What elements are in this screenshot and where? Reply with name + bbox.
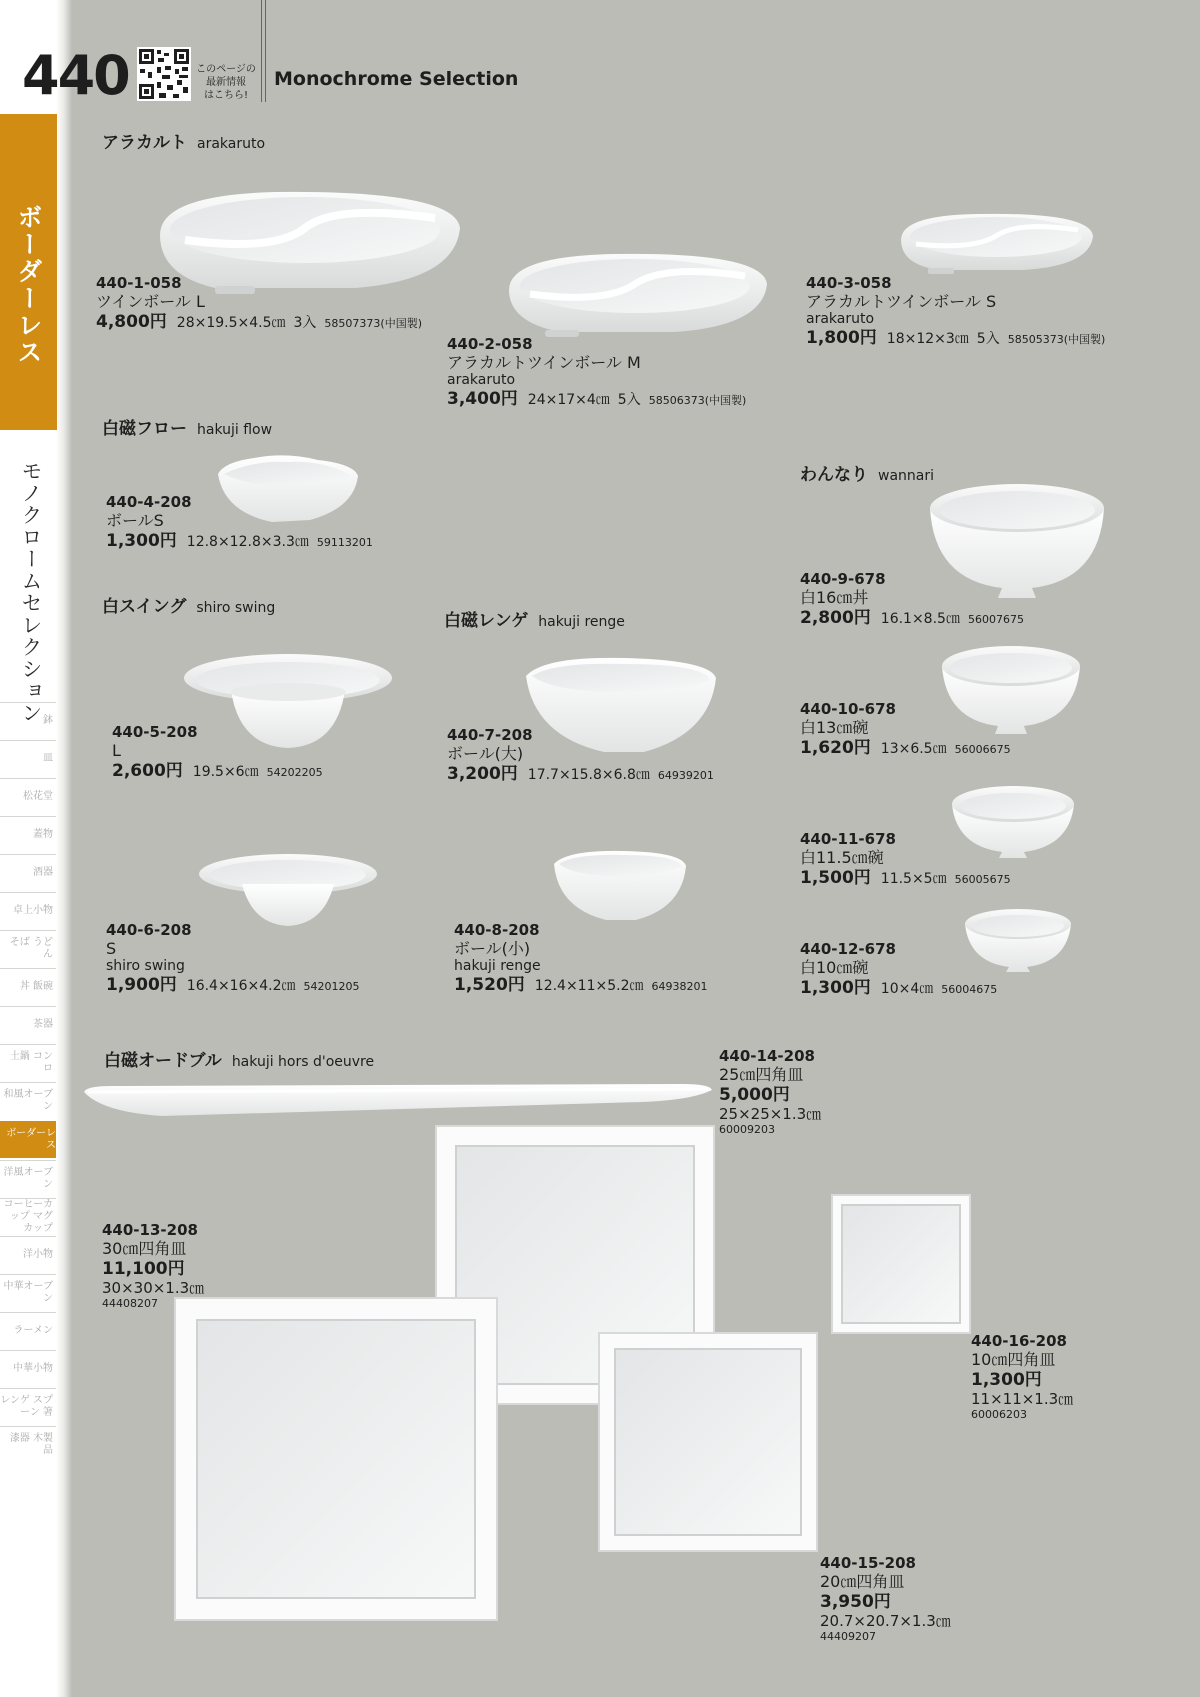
product-size: 12.8×12.8×3.3㎝	[186, 534, 309, 550]
product-name: ツインボール L	[96, 292, 205, 311]
product-code: 440-12-678	[800, 940, 896, 958]
series-heading-hakuji-renge	[444, 606, 625, 631]
index-item[interactable]: 茶器	[0, 1006, 56, 1043]
product-name: 10㎝四角皿	[971, 1350, 1056, 1369]
index-item[interactable]: 土鍋 コンロ	[0, 1044, 56, 1081]
series-heading-hakuji-flow	[102, 414, 272, 439]
product-name: 20㎝四角皿	[820, 1572, 905, 1591]
product-440-13-208	[102, 1221, 204, 1310]
product-name: 白10㎝碗	[800, 958, 869, 977]
index-item[interactable]: 卓上小物	[0, 892, 56, 929]
product-size: 30×30×1.3㎝	[102, 1279, 205, 1297]
product-code: 440-8-208	[454, 921, 540, 939]
product-code: 440-10-678	[800, 700, 896, 718]
index-item[interactable]: 漆器 木製品	[0, 1426, 56, 1463]
product-name: S	[106, 939, 117, 958]
series-heading-wannari	[800, 460, 934, 485]
twin-bowl-m-image	[505, 252, 770, 344]
product-series-en: arakaruto	[806, 311, 875, 327]
series-heading-shiro-swing	[102, 592, 275, 617]
renge-bowl-small-image	[552, 848, 688, 924]
product-jan: 60009203	[719, 1123, 775, 1136]
product-price: 2,600円	[112, 761, 183, 781]
product-size: 20.7×20.7×1.3㎝	[820, 1612, 951, 1630]
product-name: L	[112, 741, 121, 760]
index-item[interactable]: そば うどん	[0, 930, 56, 967]
index-item[interactable]: 中華オーブン	[0, 1274, 56, 1311]
square-plate-side-view-image	[82, 1082, 714, 1120]
product-price: 1,500円	[800, 868, 871, 888]
product-jan: 58507373(中国製)	[324, 317, 422, 330]
series-heading-arakaruto	[102, 128, 265, 153]
product-price: 3,400円	[447, 389, 518, 409]
product-quantity: 5入	[617, 392, 641, 408]
product-code: 440-14-208	[719, 1047, 815, 1065]
product-size: 10×4㎝	[880, 981, 934, 997]
product-code: 440-3-058	[806, 274, 892, 292]
qr-code-icon[interactable]	[137, 47, 191, 101]
product-price: 1,300円	[800, 978, 871, 998]
index-item[interactable]: ラーメン	[0, 1312, 56, 1349]
index-item-active[interactable]: ボーダーレス	[0, 1121, 56, 1158]
product-code: 440-13-208	[102, 1221, 198, 1239]
product-code: 440-15-208	[820, 1554, 916, 1572]
product-name: 白11.5㎝碗	[800, 848, 884, 867]
index-item[interactable]: 洋小物	[0, 1236, 56, 1273]
section-title: Monochrome Selection	[274, 68, 519, 90]
series-name-jp: アラカルト	[102, 133, 187, 153]
product-code: 440-6-208	[106, 921, 192, 939]
series-name-en: hakuji renge	[538, 614, 625, 630]
product-price: 11,100円	[102, 1259, 185, 1279]
product-series-en: hakuji renge	[454, 958, 541, 974]
product-name: 25㎝四角皿	[719, 1065, 804, 1084]
product-size: 17.7×15.8×6.8㎝	[527, 767, 650, 783]
product-series-en: shiro swing	[106, 958, 185, 974]
product-jan: 44408207	[102, 1297, 158, 1310]
product-440-7-208	[447, 726, 714, 785]
index-item[interactable]: 酒器	[0, 854, 56, 891]
series-name-en: shiro swing	[196, 600, 276, 616]
product-jan: 59113201	[316, 536, 373, 549]
series-name-jp: わんなり	[800, 465, 868, 485]
product-jan: 58506373(中国製)	[648, 394, 747, 407]
product-name: アラカルトツインボール S	[806, 292, 997, 311]
qr-note-line: このページの	[196, 64, 256, 75]
qr-note	[193, 63, 259, 102]
series-name-jp: 白スイング	[102, 597, 187, 617]
product-size: 16.1×8.5㎝	[880, 611, 960, 627]
product-code: 440-9-678	[800, 570, 886, 588]
product-jan: 64938201	[651, 980, 708, 993]
product-size: 11.5×5㎝	[880, 871, 947, 887]
product-440-1-058	[96, 274, 422, 333]
series-name-en: wannari	[878, 468, 934, 484]
product-price: 2,800円	[800, 608, 871, 628]
product-440-2-058	[447, 335, 746, 410]
product-price: 1,520円	[454, 975, 525, 995]
product-440-4-208	[106, 493, 373, 552]
product-size: 28×19.5×4.5㎝	[176, 315, 286, 331]
index-item[interactable]: 鉢	[0, 702, 56, 739]
product-440-16-208	[971, 1332, 1073, 1421]
index-item[interactable]: 皿	[0, 740, 56, 777]
product-jan: 60006203	[971, 1408, 1027, 1421]
product-series-en: arakaruto	[447, 372, 516, 388]
product-code: 440-1-058	[96, 274, 182, 292]
header-divider	[261, 0, 266, 102]
product-440-12-678	[800, 940, 997, 999]
product-jan: 54202205	[266, 766, 323, 779]
qr-note-line: 最新情報	[206, 77, 246, 88]
product-440-9-678	[800, 570, 1024, 629]
product-jan: 64939201	[657, 769, 714, 782]
product-440-11-678	[800, 830, 1011, 889]
series-name-jp: 白磁フロー	[102, 419, 187, 439]
product-440-6-208	[106, 921, 360, 996]
product-code: 440-5-208	[112, 723, 198, 741]
product-price: 1,620円	[800, 738, 871, 758]
product-size: 24×17×4㎝	[527, 392, 610, 408]
index-item[interactable]: 丼 飯碗	[0, 968, 56, 1005]
square-plate-20cm-image	[597, 1331, 819, 1553]
series-name-jp: 白磁オードブル	[104, 1051, 222, 1071]
product-name: アラカルトツインボール M	[447, 353, 641, 372]
product-440-8-208	[454, 921, 708, 996]
product-size: 13×6.5㎝	[880, 741, 947, 757]
product-price: 1,800円	[806, 328, 877, 348]
index-item[interactable]: レンゲ スプーン 箸	[0, 1388, 56, 1425]
index-item[interactable]: 中華小物	[0, 1350, 56, 1387]
square-plate-30cm-image	[173, 1296, 499, 1622]
product-jan: 56005675	[954, 873, 1011, 886]
product-440-14-208	[719, 1047, 821, 1136]
series-name-en: hakuji hors d'oeuvre	[231, 1054, 375, 1070]
product-quantity: 5入	[976, 331, 1000, 347]
product-name: 白13㎝碗	[800, 718, 869, 737]
product-name: ボールS	[106, 511, 164, 530]
index-item[interactable]: コーヒーカップ マグカップ	[0, 1198, 56, 1235]
swing-bowl-s-image	[197, 852, 379, 930]
series-category-label: モノクロームセレクション	[19, 460, 43, 724]
series-name-jp: 白磁レンゲ	[444, 611, 529, 631]
product-440-15-208	[820, 1554, 951, 1643]
product-440-3-058	[806, 274, 1105, 349]
series-name-en: hakuji flow	[197, 422, 273, 438]
index-item[interactable]: 蓋物	[0, 816, 56, 853]
product-size: 11×11×1.3㎝	[971, 1390, 1074, 1408]
product-price: 4,800円	[96, 312, 167, 332]
product-size: 16.4×16×4.2㎝	[186, 978, 296, 994]
category-tab-label: ボーダーレス	[14, 204, 43, 366]
product-quantity: 3入	[293, 315, 317, 331]
product-size: 19.5×6㎝	[192, 764, 259, 780]
series-name-en: arakaruto	[197, 136, 266, 152]
product-price: 3,950円	[820, 1592, 891, 1612]
product-jan: 54201205	[303, 980, 360, 993]
product-price: 1,900円	[106, 975, 177, 995]
product-name: 白16㎝丼	[800, 588, 869, 607]
product-name: 30㎝四角皿	[102, 1239, 187, 1258]
product-code: 440-4-208	[106, 493, 192, 511]
twin-bowl-s-image	[898, 212, 1096, 280]
product-price: 5,000円	[719, 1085, 790, 1105]
product-jan: 56004675	[941, 983, 998, 996]
product-jan: 56006675	[954, 743, 1011, 756]
product-size: 25×25×1.3㎝	[719, 1105, 822, 1123]
product-size: 12.4×11×5.2㎝	[534, 978, 644, 994]
category-tab[interactable]	[0, 114, 57, 430]
product-jan: 58505373(中国製)	[1007, 333, 1106, 346]
index-item[interactable]: 松花堂	[0, 778, 56, 815]
page-number: 440	[22, 44, 129, 107]
product-440-5-208	[112, 723, 323, 782]
product-price: 1,300円	[971, 1370, 1042, 1390]
product-code: 440-16-208	[971, 1332, 1067, 1350]
qr-note-line: はこちら!	[203, 90, 248, 101]
product-price: 3,200円	[447, 764, 518, 784]
product-jan: 44409207	[820, 1630, 876, 1643]
product-name: ボール(小)	[454, 939, 531, 958]
series-heading-hors-doeuvre	[104, 1046, 374, 1071]
square-plate-10cm-image	[830, 1193, 972, 1335]
product-price: 1,300円	[106, 531, 177, 551]
product-code: 440-2-058	[447, 335, 533, 353]
index-item[interactable]: 洋風オーブン	[0, 1160, 56, 1197]
product-size: 18×12×3㎝	[886, 331, 969, 347]
product-jan: 56007675	[967, 613, 1024, 626]
product-code: 440-7-208	[447, 726, 533, 744]
product-440-10-678	[800, 700, 1011, 759]
index-item[interactable]: 和風オーブン	[0, 1082, 56, 1119]
product-name: ボール(大)	[447, 744, 524, 763]
product-code: 440-11-678	[800, 830, 896, 848]
